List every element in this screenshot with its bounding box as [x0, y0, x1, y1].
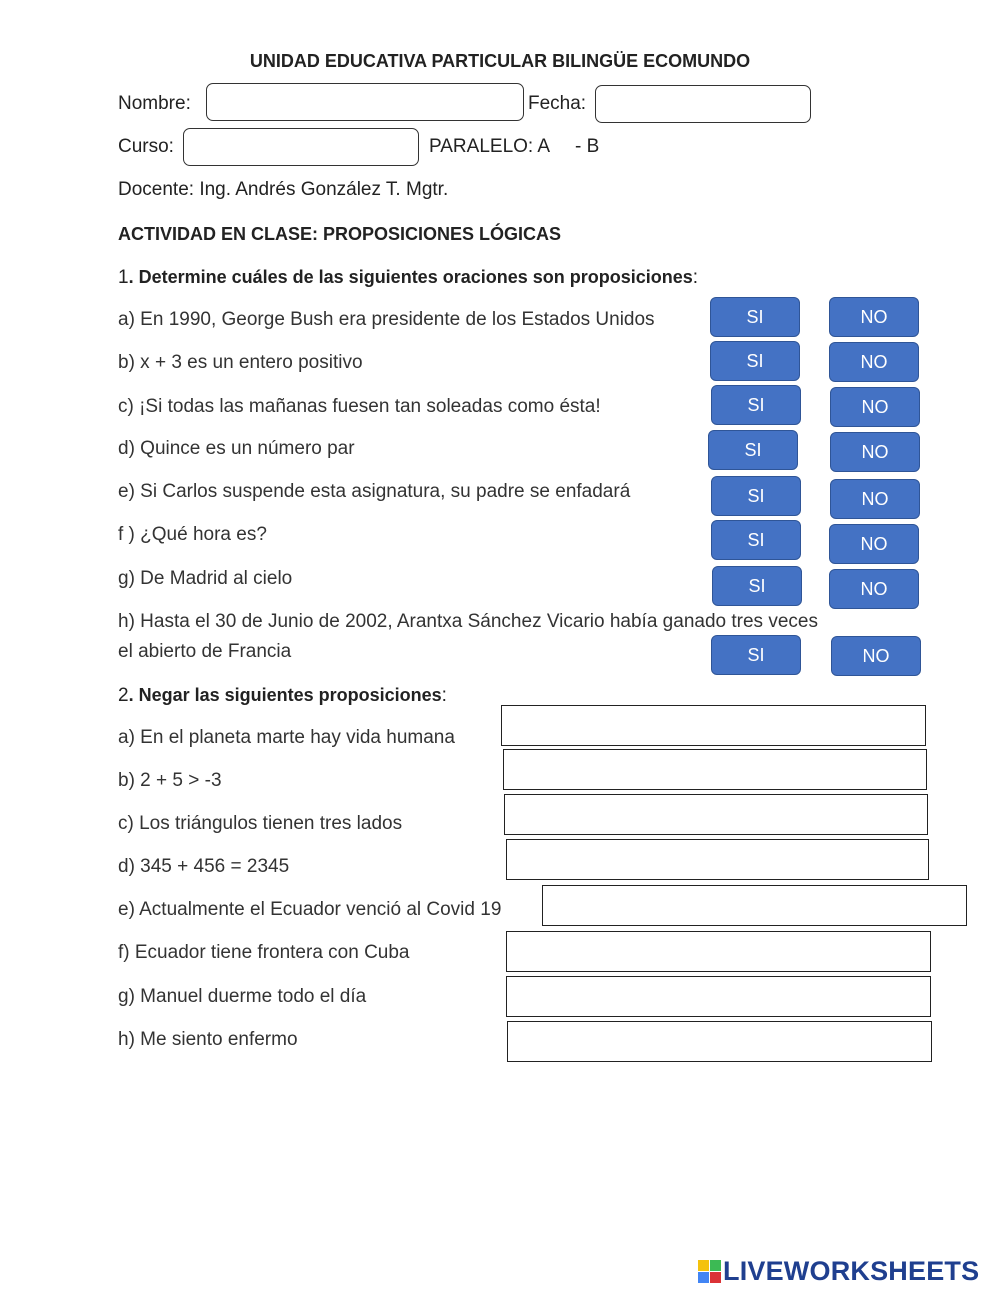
- no-button-b[interactable]: NO: [829, 342, 919, 382]
- negation-input-h[interactable]: [507, 1021, 932, 1062]
- yes-button-d[interactable]: SI: [708, 430, 798, 470]
- liveworksheets-logo-icon: [698, 1260, 721, 1283]
- no-button-d[interactable]: NO: [830, 432, 920, 472]
- negation-input-c[interactable]: [504, 794, 928, 835]
- negation-input-a[interactable]: [501, 705, 926, 746]
- negation-prompt-f: f) Ecuador tiene frontera con Cuba: [118, 942, 410, 963]
- question-c: c) ¡Si todas las mañanas fuesen tan soleadas como ésta!: [118, 396, 601, 417]
- section2-colon: :: [441, 685, 447, 706]
- yes-button-h[interactable]: SI: [711, 635, 801, 675]
- yes-button-e[interactable]: SI: [711, 476, 801, 516]
- question-h: h) Hasta el 30 de Junio de 2002, Arantxa Sánchez Vicario había ganado tres veces: [118, 611, 818, 632]
- question-h-line2: el abierto de Francia: [118, 641, 292, 662]
- yes-button-a[interactable]: SI: [710, 297, 800, 337]
- section2-number: 2: [118, 685, 129, 706]
- yes-button-f[interactable]: SI: [711, 520, 801, 560]
- question-f: f ) ¿Qué hora es?: [118, 524, 267, 545]
- question-b: b) x + 3 es un entero positivo: [118, 352, 363, 373]
- nombre-label: Nombre:: [118, 93, 191, 114]
- negation-input-f[interactable]: [506, 931, 931, 972]
- paralelo-label: PARALELO: A: [429, 136, 551, 157]
- school-title: UNIDAD EDUCATIVA PARTICULAR BILINGÜE ECOMUNDO: [249, 51, 751, 71]
- question-g: g) De Madrid al cielo: [118, 568, 293, 589]
- section2-title: [118, 684, 447, 707]
- negation-input-d[interactable]: [506, 839, 929, 880]
- paralelo-b-label: - B: [575, 136, 600, 157]
- no-button-c[interactable]: NO: [830, 387, 920, 427]
- fecha-label: Fecha:: [528, 93, 587, 114]
- section1-title: [118, 266, 698, 289]
- negation-input-e[interactable]: [542, 885, 967, 926]
- curso-label: Curso:: [118, 136, 174, 157]
- negation-prompt-g: g) Manuel duerme todo el día: [118, 986, 367, 1007]
- no-button-a[interactable]: NO: [829, 297, 919, 337]
- question-a: a) En 1990, George Bush era presidente de los Estados Unidos: [118, 309, 655, 330]
- no-button-g[interactable]: NO: [829, 569, 919, 609]
- negation-prompt-c: c) Los triángulos tienen tres lados: [118, 813, 403, 834]
- yes-button-c[interactable]: SI: [711, 385, 801, 425]
- yes-button-b[interactable]: SI: [710, 341, 800, 381]
- negation-input-b[interactable]: [503, 749, 927, 790]
- activity-title: ACTIVIDAD EN CLASE: PROPOSICIONES LÓGICAS: [118, 224, 562, 244]
- nombre-input[interactable]: [206, 83, 524, 121]
- section1-number: 1: [118, 267, 129, 288]
- no-button-h[interactable]: NO: [831, 636, 921, 676]
- question-d: d) Quince es un número par: [118, 438, 355, 459]
- section1-heading: . Determine cuáles de las siguientes oraciones son proposiciones: [128, 267, 693, 287]
- negation-prompt-a: a) En el planeta marte hay vida humana: [118, 727, 455, 748]
- fecha-input[interactable]: [595, 85, 811, 123]
- liveworksheets-brand: LIVEWORKSHEETS: [723, 1256, 980, 1286]
- curso-input[interactable]: [183, 128, 419, 166]
- question-e: e) Si Carlos suspende esta asignatura, su padre se enfadará: [118, 481, 631, 502]
- docente-label: Docente: Ing. Andrés González T. Mgtr.: [118, 179, 449, 200]
- no-button-f[interactable]: NO: [829, 524, 919, 564]
- negation-prompt-h: h) Me siento enfermo: [118, 1029, 298, 1050]
- no-button-e[interactable]: NO: [830, 479, 920, 519]
- negation-prompt-d: d) 345 + 456 = 2345: [118, 856, 290, 877]
- negation-prompt-b: b) 2 + 5 > -3: [118, 770, 222, 791]
- liveworksheets-logo: [698, 1256, 979, 1287]
- negation-input-g[interactable]: [506, 976, 931, 1017]
- yes-button-g[interactable]: SI: [712, 566, 802, 606]
- section2-heading: . Negar las siguientes proposiciones: [128, 685, 442, 705]
- section1-colon: :: [692, 267, 699, 288]
- negation-prompt-e: e) Actualmente el Ecuador venció al Covid 19: [118, 899, 502, 920]
